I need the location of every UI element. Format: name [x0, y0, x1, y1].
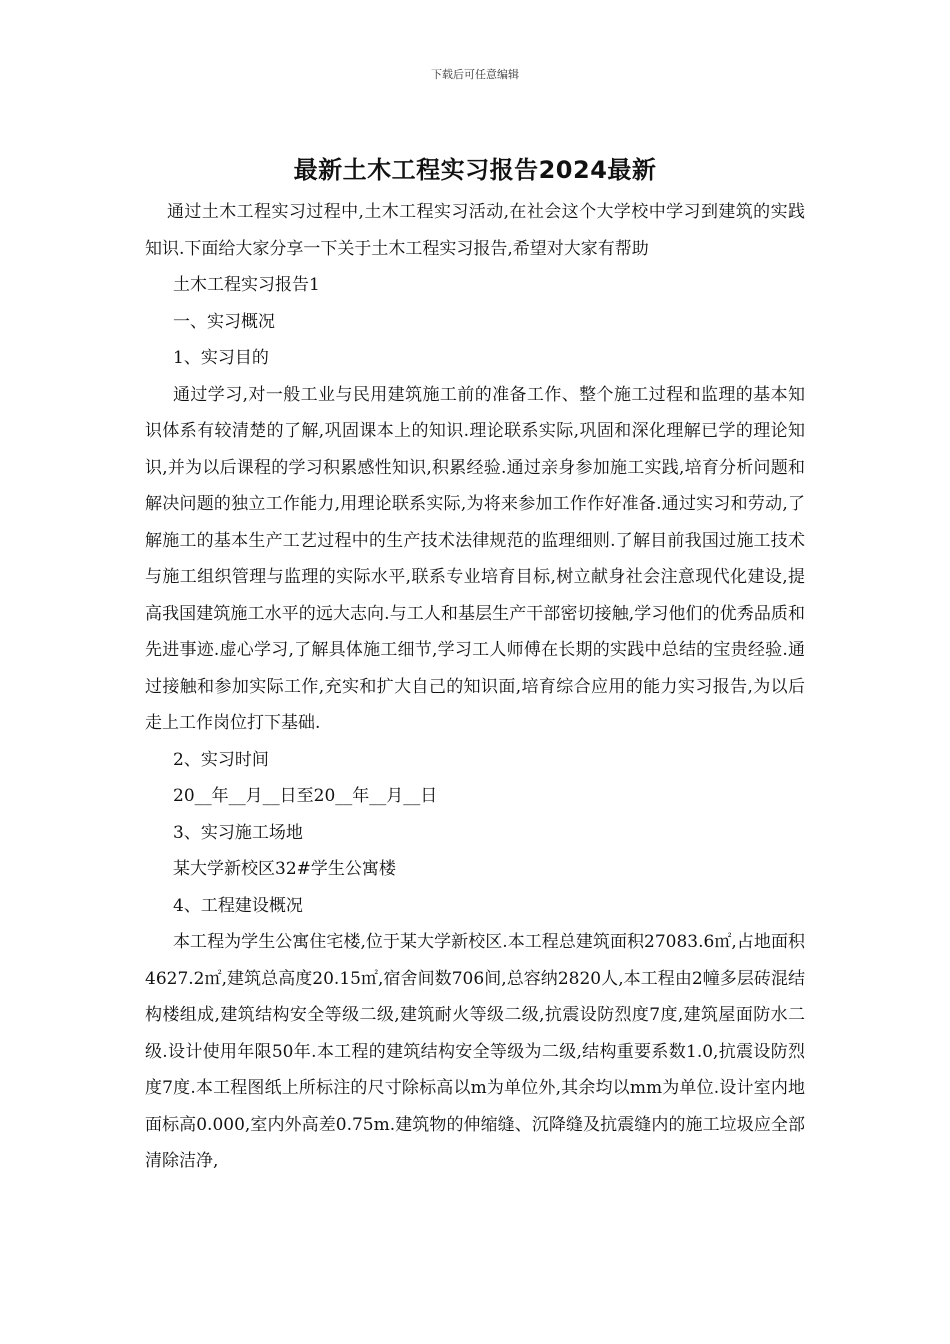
intro-paragraph: 通过土木工程实习过程中,土木工程实习活动,在社会这个大学校中学习到建筑的实践知识.下面给大家分享一下关于土木工程实习报告,希望对大家有帮助	[145, 202, 805, 259]
header-note: 下载后可任意编辑	[431, 68, 519, 81]
subsection-heading-time: 2、实习时间	[173, 749, 269, 770]
document-title: 最新土木工程实习报告2024最新	[293, 156, 657, 184]
subsection-heading-project: 4、工程建设概况	[173, 895, 303, 916]
subsection-heading-purpose: 1、实习目的	[173, 348, 269, 368]
purpose-paragraph: 通过学习,对一般工业与民用建筑施工前的准备工作、整个施工过程和监理的基本知识体系有较清楚的了解,巩固课本上的知识.理论联系实际,巩固和深化理解已学的理论知识,并为以后课程的学习积累感性知识,积累经验.通过亲身参加施工实践,培育分析问题和解决问题的独立工作能力,用理论联系实际,为将来参加工作作好准备.通过实习和劳动,了解施工的基本生产工艺过程中的生产技术法律规范的监理细则.了解目前我国过施工技术与施工组织管理与监理的实际水平,联系专业培育目标,树立献身社会注意现代化建设,提高我国建筑施工水平的远大志向.与工人和基层生产干部密切接触,学习他们的优秀品质和先进事迹.虚心学习,了解具体施工细节,学习工人师傅在长期的实践中总结的宝贵经验.通过接触和参加实际工作,充实和扩大自己的知识面,培育综合应用的能力实习报告,为以后走上工作岗位打下基础.	[145, 384, 805, 733]
report-heading: 土木工程实习报告1	[173, 275, 320, 295]
section-heading-overview: 一、实习概况	[173, 311, 275, 332]
time-paragraph: 20__年__月__日至20__年__月__日	[173, 786, 438, 806]
document-body	[145, 194, 805, 1180]
subsection-heading-site: 3、实习施工场地	[173, 822, 303, 843]
project-paragraph: 本工程为学生公寓住宅楼,位于某大学新校区.本工程总建筑面积27083.6㎡,占地面积4627.2㎡,建筑总高度20.15㎡,宿舍间数706间,总容纳2820人,本工程由2幢多层砖混结构楼组成,建筑结构安全等级二级,建筑耐火等级二级,抗震设防烈度7度,建筑屋面防水二级.设计使用年限50年.本工程的建筑结构安全等级为二级,结构重要系数1.0,抗震设防烈度7度.本工程图纸上所标注的尺寸除标高以m为单位外,其余均以mm为单位.设计室内地面标高0.000,室内外高差0.75m.建筑物的伸缩缝、沉降缝及抗震缝内的施工垃圾应全部清除洁净,	[145, 932, 805, 1171]
site-paragraph: 某大学新校区32#学生公寓楼	[173, 859, 396, 879]
